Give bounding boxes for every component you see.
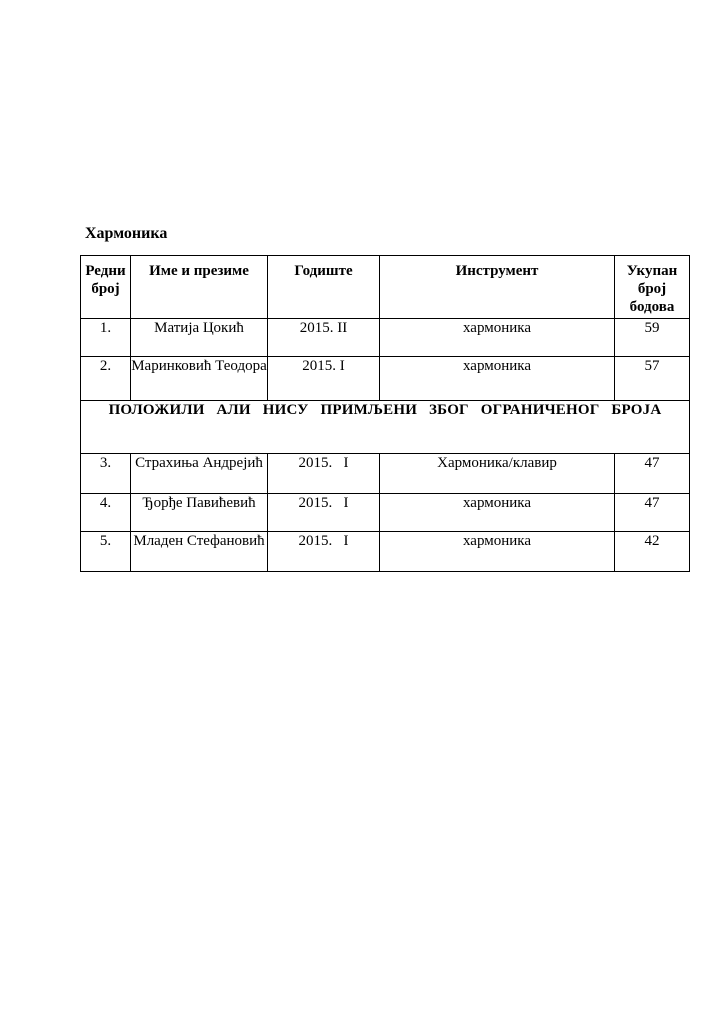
row-score: 47 <box>615 494 690 532</box>
header-num: Редни број <box>81 256 131 319</box>
section-title: Хармоника <box>85 225 168 242</box>
table-row <box>81 357 690 401</box>
row-num: 1. <box>81 319 131 357</box>
row-instrument: хармоника <box>380 357 615 401</box>
row-instrument: хармоника <box>380 319 615 357</box>
row-name: Ђорђе Павићевић <box>131 494 268 532</box>
table-row <box>81 494 690 532</box>
not-admitted-note: ПОЛОЖИЛИ АЛИ НИСУ ПРИМЉЕНИ ЗБОГ ОГРАНИЧЕНОГ БРОЈА <box>81 401 690 454</box>
header-instrument: Инструмент <box>380 256 615 319</box>
row-num: 3. <box>81 454 131 494</box>
row-year: 2015. I <box>268 357 380 401</box>
row-num: 5. <box>81 532 131 572</box>
row-score: 59 <box>615 319 690 357</box>
table-row <box>81 319 690 357</box>
results-table <box>80 255 690 572</box>
row-score: 42 <box>615 532 690 572</box>
table-header-row <box>81 256 690 319</box>
row-year: 2015. I <box>268 494 380 532</box>
row-num: 2. <box>81 357 131 401</box>
table-row <box>81 532 690 572</box>
row-name: Матија Цокић <box>131 319 268 357</box>
row-name: Младен Стефановић <box>131 532 268 572</box>
table-note-row <box>81 401 690 454</box>
row-instrument: хармоника <box>380 494 615 532</box>
row-num: 4. <box>81 494 131 532</box>
row-instrument: Хармоника/клавир <box>380 454 615 494</box>
header-total: Укупан број бодова <box>615 256 690 319</box>
row-name: Маринковић Теодора <box>131 357 268 401</box>
row-name: Страхиња Андрејић <box>131 454 268 494</box>
row-score: 47 <box>615 454 690 494</box>
row-year: 2015. I <box>268 454 380 494</box>
header-name: Име и презиме <box>131 256 268 319</box>
row-year: 2015. I <box>268 532 380 572</box>
row-year: 2015. II <box>268 319 380 357</box>
row-instrument: хармоника <box>380 532 615 572</box>
header-year: Годиште <box>268 256 380 319</box>
row-score: 57 <box>615 357 690 401</box>
table-row <box>81 454 690 494</box>
